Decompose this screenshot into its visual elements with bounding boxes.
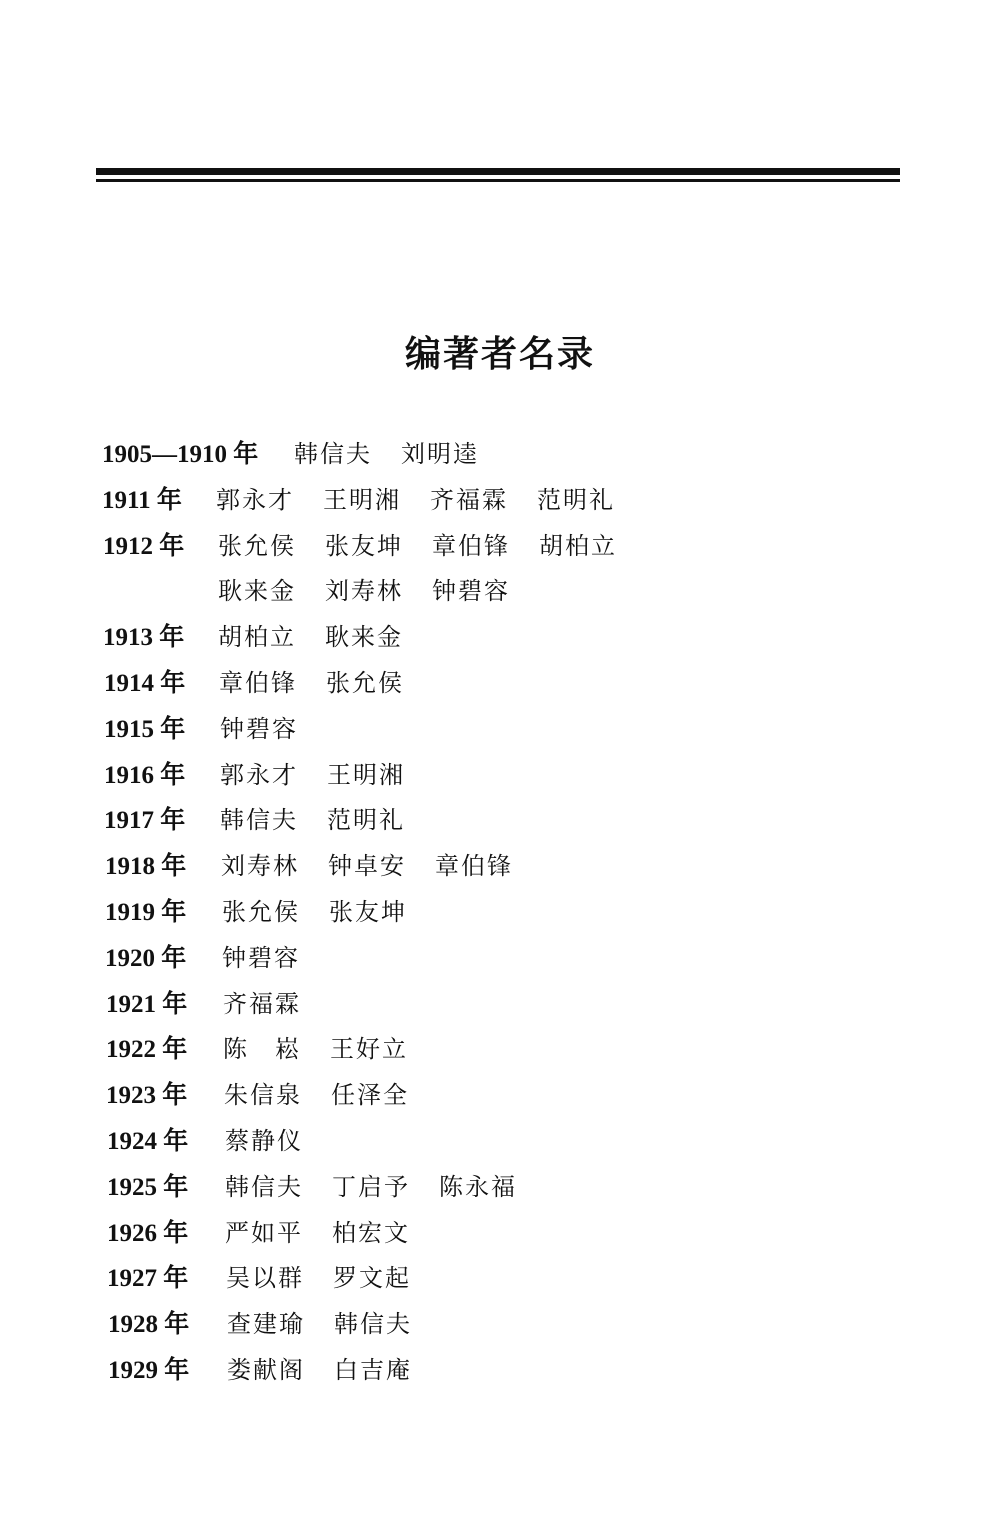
editor-name: 章伯锋 <box>432 531 510 560</box>
editor-name: 韩信夫 <box>220 806 298 835</box>
entry-year: 1917 年 <box>104 807 186 835</box>
entry-year: 1919 年 <box>105 898 187 926</box>
entry-year: 1921 年 <box>106 990 188 1018</box>
entry-year: 1924 年 <box>107 1127 189 1155</box>
editor-name: 王明湘 <box>327 760 405 789</box>
editor-name: 严如平 <box>225 1218 303 1247</box>
editor-name: 张友坤 <box>325 531 403 560</box>
entry-year: 1920 年 <box>105 944 187 972</box>
entry-year: 1912 年 <box>103 532 185 560</box>
editor-name: 郭永才 <box>216 485 294 514</box>
editor-name: 陈永福 <box>439 1172 517 1201</box>
editor-name: 张友坤 <box>329 897 407 926</box>
editor-name: 查建瑜 <box>227 1310 305 1339</box>
editor-name: 章伯锋 <box>219 668 297 697</box>
editor-name: 章伯锋 <box>435 852 513 881</box>
entry-year: 1929 年 <box>108 1356 190 1384</box>
entry-year: 1922 年 <box>106 1036 188 1064</box>
editor-name: 耿来金 <box>218 577 296 606</box>
editor-name: 韩信夫 <box>334 1310 412 1339</box>
editor-name: 耿来金 <box>325 623 403 652</box>
page-title: 编著者名录 <box>404 333 595 375</box>
editor-name: 张允侯 <box>222 897 300 926</box>
editor-name: 任泽全 <box>331 1081 409 1110</box>
entry-year: 1926 年 <box>107 1219 189 1247</box>
editor-name: 钟碧容 <box>222 943 300 972</box>
header-rule-thick <box>96 168 900 175</box>
editor-name: 韩信夫 <box>225 1172 303 1201</box>
editor-name: 齐福霖 <box>223 989 301 1018</box>
editor-name: 张允侯 <box>218 531 296 560</box>
editor-name: 范明礼 <box>537 485 615 514</box>
editor-name: 白吉庵 <box>334 1355 412 1384</box>
entry-year: 1923 年 <box>106 1082 188 1110</box>
editor-name: 钟碧容 <box>220 714 298 743</box>
editor-name: 朱信泉 <box>224 1081 302 1110</box>
editor-name: 范明礼 <box>327 806 405 835</box>
editor-name: 刘寿林 <box>325 577 403 606</box>
entry-year: 1913 年 <box>103 624 185 652</box>
editor-name: 罗文起 <box>333 1264 411 1293</box>
editor-name: 陈 崧 <box>223 1035 301 1064</box>
entry-year: 1925 年 <box>107 1173 189 1201</box>
editor-name: 韩信夫 <box>294 440 372 468</box>
header-rule-thin <box>96 179 900 182</box>
editor-name: 丁启予 <box>332 1172 410 1201</box>
editor-name: 胡柏立 <box>539 531 617 560</box>
editor-name: 钟碧容 <box>432 577 510 606</box>
entry-year: 1915 年 <box>104 715 186 743</box>
entry-year: 1911 年 <box>102 486 182 514</box>
editor-name: 胡柏立 <box>218 623 296 652</box>
editor-name: 蔡静仪 <box>225 1126 303 1155</box>
entry-year: 1914 年 <box>104 669 186 697</box>
editor-name: 郭永才 <box>220 760 298 789</box>
editor-name: 张允侯 <box>326 668 404 697</box>
editor-name: 王好立 <box>330 1035 408 1064</box>
editor-name: 娄献阁 <box>227 1355 305 1384</box>
editor-name: 齐福霖 <box>430 485 508 514</box>
entry-year: 1918 年 <box>105 853 187 881</box>
editor-name: 钟卓安 <box>328 852 406 881</box>
entry-year: 1916 年 <box>104 761 186 789</box>
entry-year: 1927 年 <box>107 1265 189 1293</box>
editor-name: 王明湘 <box>323 485 401 514</box>
editor-name: 刘寿林 <box>221 852 299 881</box>
entry-year: 1905—1910 年 <box>102 441 259 468</box>
entry-year: 1928 年 <box>108 1311 190 1339</box>
editor-name: 柏宏文 <box>332 1218 410 1247</box>
editor-name: 刘明逵 <box>401 440 479 468</box>
editor-name: 吴以群 <box>226 1264 304 1293</box>
